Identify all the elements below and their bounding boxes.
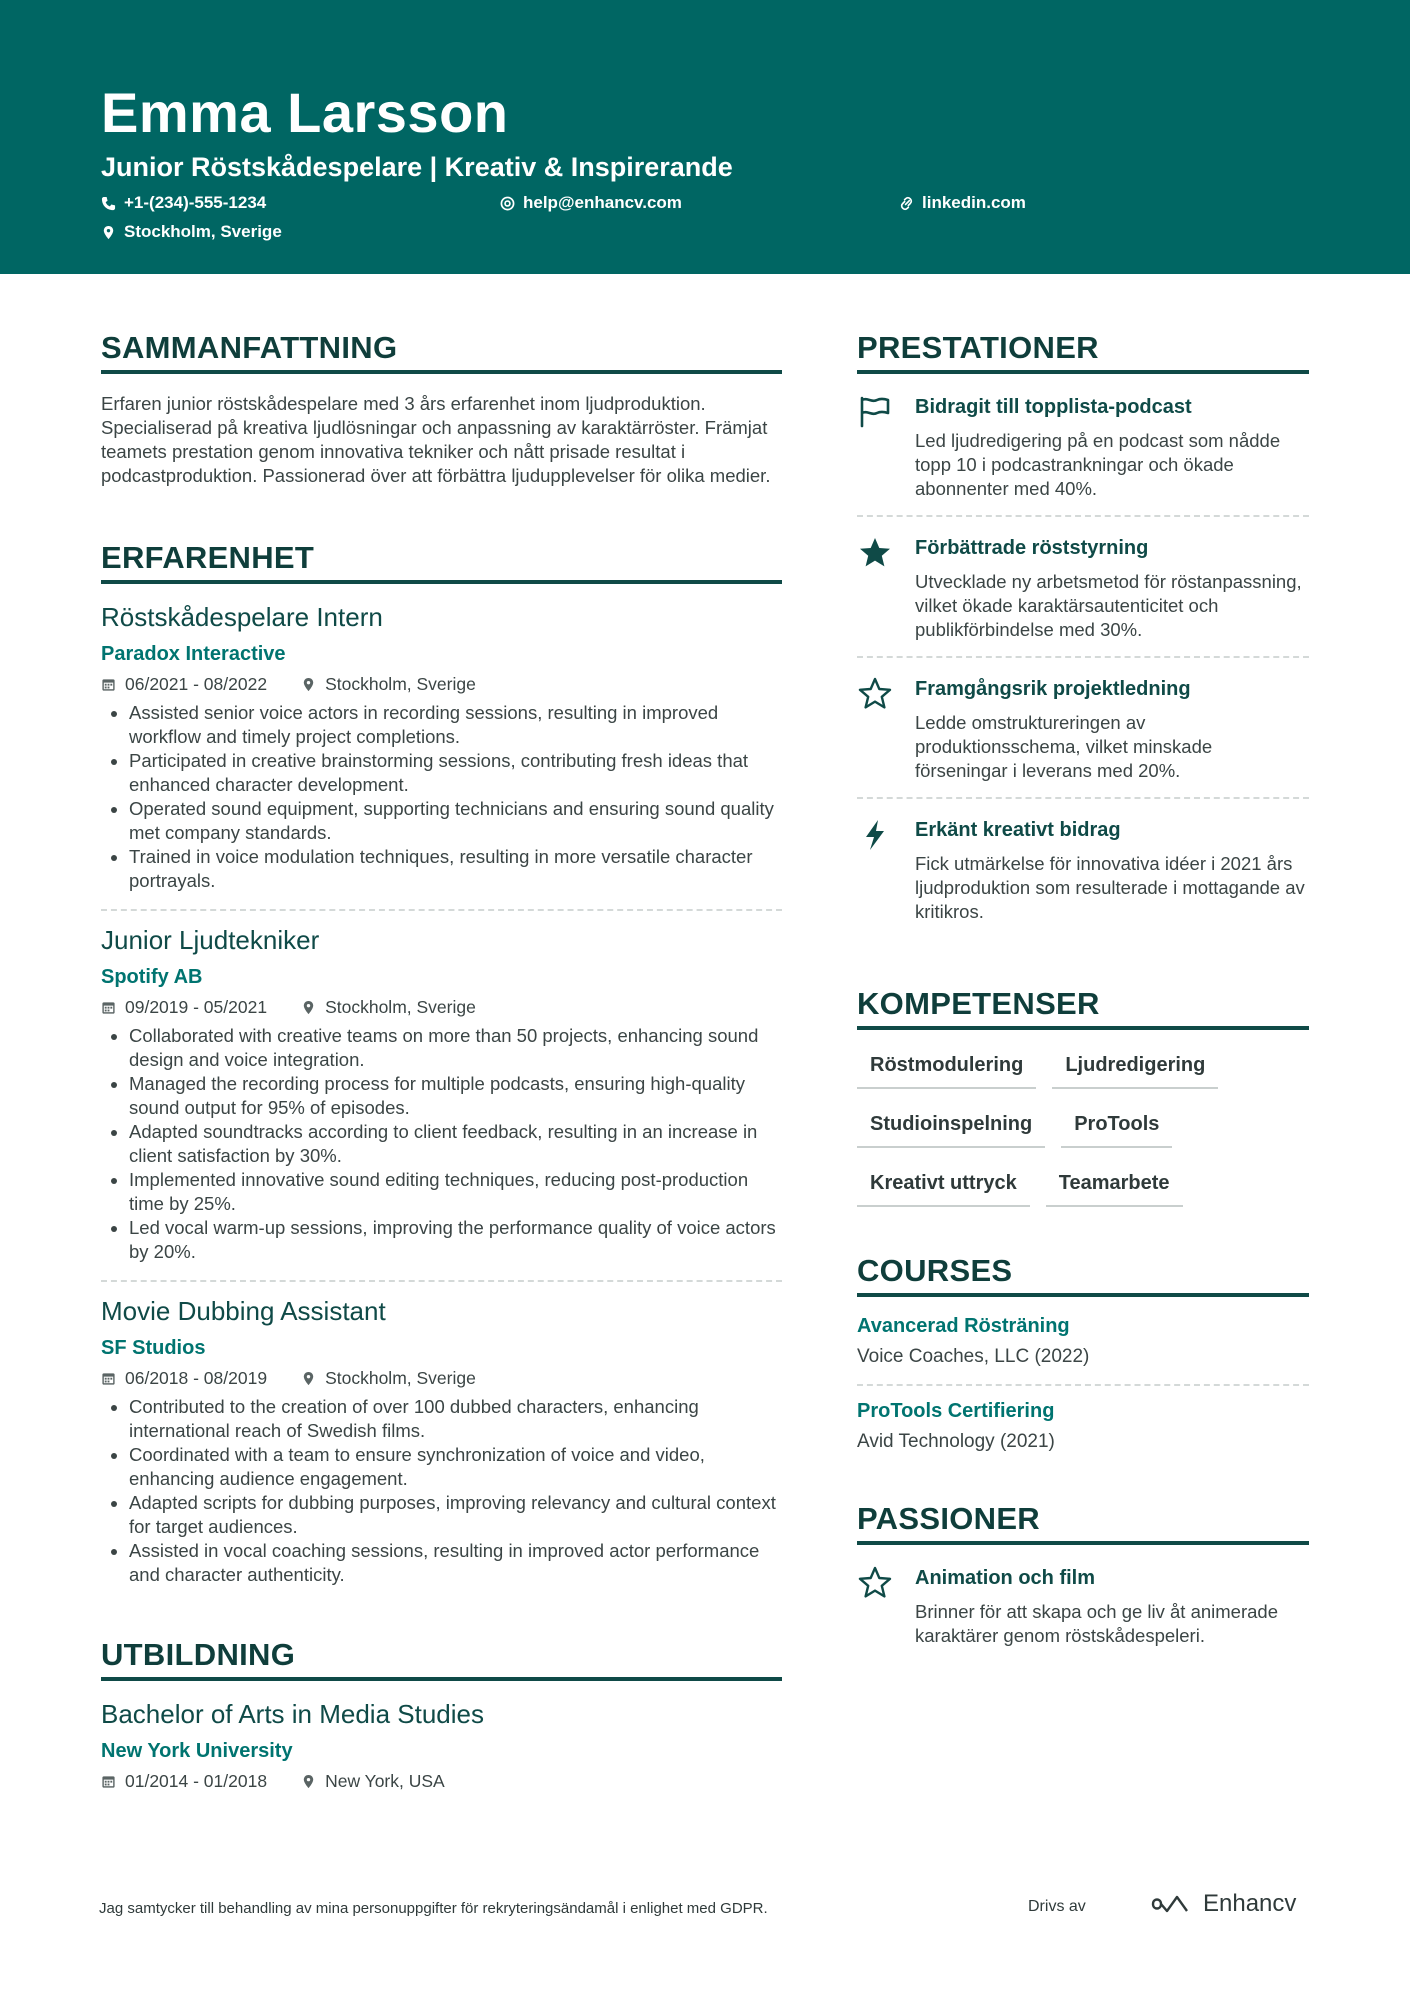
calendar-icon bbox=[101, 1371, 116, 1386]
skills-list bbox=[857, 1048, 1309, 1207]
job-bullets bbox=[101, 1024, 782, 1264]
flag-icon bbox=[857, 394, 893, 430]
location-pin-icon bbox=[301, 1371, 316, 1386]
list-item: • Participated in creative brainstorming sessions, contributing fresh ideas that enhanced character development. bbox=[129, 749, 782, 797]
powered-by-label: Drivs av bbox=[1028, 1898, 1086, 1915]
experience-heading: ERFARENHET bbox=[101, 540, 782, 584]
passion-item bbox=[857, 1563, 1309, 1662]
achievement-item bbox=[857, 674, 1309, 797]
achievement-item bbox=[857, 392, 1309, 515]
achievement-title: Förbättrade röststyrning bbox=[915, 537, 1149, 559]
job-company: Spotify AB bbox=[101, 966, 203, 988]
divider bbox=[857, 656, 1309, 658]
list-item: • Led vocal warm-up sessions, improving the performance quality of voice actors by 20%. bbox=[129, 1216, 782, 1264]
contact-linkedin[interactable] bbox=[899, 193, 1026, 213]
list-item: • Implemented innovative sound editing techniques, reducing post-production time by 25%. bbox=[129, 1168, 782, 1216]
education-location: New York, USA bbox=[325, 1771, 445, 1791]
contact-email[interactable] bbox=[500, 193, 682, 213]
location-pin-icon bbox=[301, 677, 316, 692]
achievement-item bbox=[857, 533, 1309, 656]
divider bbox=[857, 1384, 1309, 1386]
divider bbox=[101, 1280, 782, 1282]
course-title: ProTools Certifiering bbox=[857, 1400, 1055, 1422]
education-degree: Bachelor of Arts in Media Studies bbox=[101, 1699, 484, 1729]
list-item: • Assisted senior voice actors in recording sessions, resulting in improved workflow and timely project completions. bbox=[129, 701, 782, 749]
star-filled-icon bbox=[857, 535, 893, 571]
job-dates: 09/2019 - 05/2021 bbox=[125, 997, 268, 1017]
list-item: • Trained in voice modulation techniques, resulting in more versatile character portrayals. bbox=[129, 845, 782, 893]
job-bullets bbox=[101, 1395, 782, 1587]
job-company: SF Studios bbox=[101, 1337, 206, 1359]
location-pin-icon bbox=[301, 1774, 316, 1789]
summary-heading: SAMMANFATTNING bbox=[101, 330, 782, 374]
job-company: Paradox Interactive bbox=[101, 643, 286, 665]
education-heading: UTBILDNING bbox=[101, 1637, 782, 1681]
job-entry bbox=[101, 1296, 782, 1587]
job-entry bbox=[101, 925, 782, 1264]
list-item: • Managed the recording process for multiple podcasts, ensuring high-quality sound output for 95% of episodes. bbox=[129, 1072, 782, 1120]
skill-tag: Röstmodulering bbox=[857, 1048, 1036, 1089]
skill-tag: Studioinspelning bbox=[857, 1107, 1045, 1148]
achievements-heading: PRESTATIONER bbox=[857, 330, 1309, 374]
skill-tag: Kreativt uttryck bbox=[857, 1166, 1030, 1207]
skill-tag: Ljudredigering bbox=[1052, 1048, 1218, 1089]
summary-text: Erfaren junior röstskådespelare med 3 års erfarenhet inom ljudproduktion. Specialiserad på kreativa ljudlösningar och anpassning av karaktärröster. Främjat teamets prestation genom innovativa tekniker och nått prisade resultat i podcastproduktion. Passionerad över att förbättra ljudupplevelser för olika medier. bbox=[101, 393, 771, 486]
location-text: Stockholm, Sverige bbox=[124, 222, 282, 241]
candidate-subtitle: Junior Röstskådespelare | Kreativ & Inspirerande bbox=[101, 152, 733, 182]
courses-heading: COURSES bbox=[857, 1253, 1309, 1297]
enhancv-logo-icon bbox=[1147, 1891, 1193, 1917]
course-item bbox=[857, 1400, 1309, 1453]
brand-name: Enhancv bbox=[1203, 1890, 1297, 1917]
education-dates: 01/2014 - 01/2018 bbox=[125, 1771, 268, 1791]
job-title: Movie Dubbing Assistant bbox=[101, 1296, 386, 1326]
achievement-item bbox=[857, 815, 1309, 938]
brand-logo[interactable] bbox=[1147, 1890, 1296, 1918]
location-pin-icon bbox=[301, 1000, 316, 1015]
divider bbox=[857, 515, 1309, 517]
course-provider: Voice Coaches, LLC (2022) bbox=[857, 1346, 1090, 1367]
achievement-desc: Utvecklade ny arbetsmetod för röstanpassning, vilket ökade karaktärsautenticitet och publikförbindelse med 30%. bbox=[915, 571, 1302, 640]
achievement-desc: Led ljudredigering på en podcast som nådde topp 10 i podcastrankningar och ökade abonnenter med 40%. bbox=[915, 430, 1281, 499]
job-meta bbox=[101, 674, 782, 695]
contact-phone[interactable] bbox=[101, 193, 266, 213]
linkedin-text: linkedin.com bbox=[922, 193, 1026, 212]
job-bullets bbox=[101, 701, 782, 893]
skill-tag: ProTools bbox=[1061, 1107, 1172, 1148]
job-meta bbox=[101, 997, 782, 1018]
lightning-icon bbox=[857, 817, 893, 853]
passions-heading: PASSIONER bbox=[857, 1501, 1309, 1545]
list-item: • Adapted scripts for dubbing purposes, improving relevancy and cultural context for target audiences. bbox=[129, 1491, 782, 1539]
course-title: Avancerad Rösträning bbox=[857, 1315, 1070, 1337]
job-location: Stockholm, Sverige bbox=[325, 674, 476, 694]
candidate-name: Emma Larsson bbox=[101, 81, 509, 144]
phone-icon bbox=[101, 196, 116, 211]
course-provider: Avid Technology (2021) bbox=[857, 1431, 1055, 1452]
achievement-desc: Fick utmärkelse för innovativa idéer i 2021 års ljudproduktion som resulterade i mottagande av kritikros. bbox=[915, 853, 1305, 922]
achievement-title: Erkänt kreativt bidrag bbox=[915, 819, 1121, 841]
star-outline-icon bbox=[857, 1565, 893, 1601]
list-item: • Coordinated with a team to ensure synchronization of voice and video, enhancing audience engagement. bbox=[129, 1443, 782, 1491]
skills-heading: KOMPETENSER bbox=[857, 986, 1309, 1030]
phone-text: +1-(234)-555-1234 bbox=[124, 193, 267, 212]
at-icon bbox=[500, 196, 515, 211]
job-title: Junior Ljudtekniker bbox=[101, 925, 320, 955]
divider bbox=[101, 909, 782, 911]
list-item: • Adapted soundtracks according to client feedback, resulting in an increase in client satisfaction by 30%. bbox=[129, 1120, 782, 1168]
job-location: Stockholm, Sverige bbox=[325, 1368, 476, 1388]
list-item: • Contributed to the creation of over 100 dubbed characters, enhancing international reach of Swedish films. bbox=[129, 1395, 782, 1443]
job-dates: 06/2018 - 08/2019 bbox=[125, 1368, 268, 1388]
header-banner bbox=[0, 0, 1410, 274]
skill-tag: Teamarbete bbox=[1046, 1166, 1183, 1207]
course-item bbox=[857, 1315, 1309, 1368]
left-column bbox=[101, 330, 782, 1798]
job-meta bbox=[101, 1368, 782, 1389]
job-title: Röstskådespelare Intern bbox=[101, 602, 383, 632]
passion-title: Animation och film bbox=[915, 1567, 1095, 1589]
achievement-title: Bidragit till topplista-podcast bbox=[915, 396, 1192, 418]
calendar-icon bbox=[101, 1774, 116, 1789]
job-location: Stockholm, Sverige bbox=[325, 997, 476, 1017]
right-column bbox=[857, 330, 1309, 1662]
job-entry bbox=[101, 602, 782, 893]
location-pin-icon bbox=[101, 225, 116, 240]
job-dates: 06/2021 - 08/2022 bbox=[125, 674, 268, 694]
achievement-desc: Ledde omstruktureringen av produktionsschema, vilket minskade förseningar i leverans med 20%. bbox=[915, 712, 1213, 781]
divider bbox=[857, 797, 1309, 799]
calendar-icon bbox=[101, 1000, 116, 1015]
education-school: New York University bbox=[101, 1740, 293, 1762]
passion-desc: Brinner för att skapa och ge liv åt animerade karaktärer genom röstskådespeleri. bbox=[915, 1601, 1278, 1646]
list-item: • Assisted in vocal coaching sessions, resulting in improved actor performance and character authenticity. bbox=[129, 1539, 782, 1587]
list-item: • Operated sound equipment, supporting technicians and ensuring sound quality met company standards. bbox=[129, 797, 782, 845]
calendar-icon bbox=[101, 677, 116, 692]
star-outline-icon bbox=[857, 676, 893, 712]
list-item: • Collaborated with creative teams on more than 50 projects, enhancing sound design and voice integration. bbox=[129, 1024, 782, 1072]
email-text: help@enhancv.com bbox=[523, 193, 682, 212]
link-icon bbox=[899, 196, 914, 211]
achievement-title: Framgångsrik projektledning bbox=[915, 678, 1191, 700]
education-meta bbox=[101, 1771, 782, 1792]
gdpr-consent: Jag samtycker till behandling av mina personuppgifter för rekryteringsändamål i enlighet med GDPR. bbox=[99, 1900, 768, 1917]
contact-location bbox=[101, 222, 282, 242]
